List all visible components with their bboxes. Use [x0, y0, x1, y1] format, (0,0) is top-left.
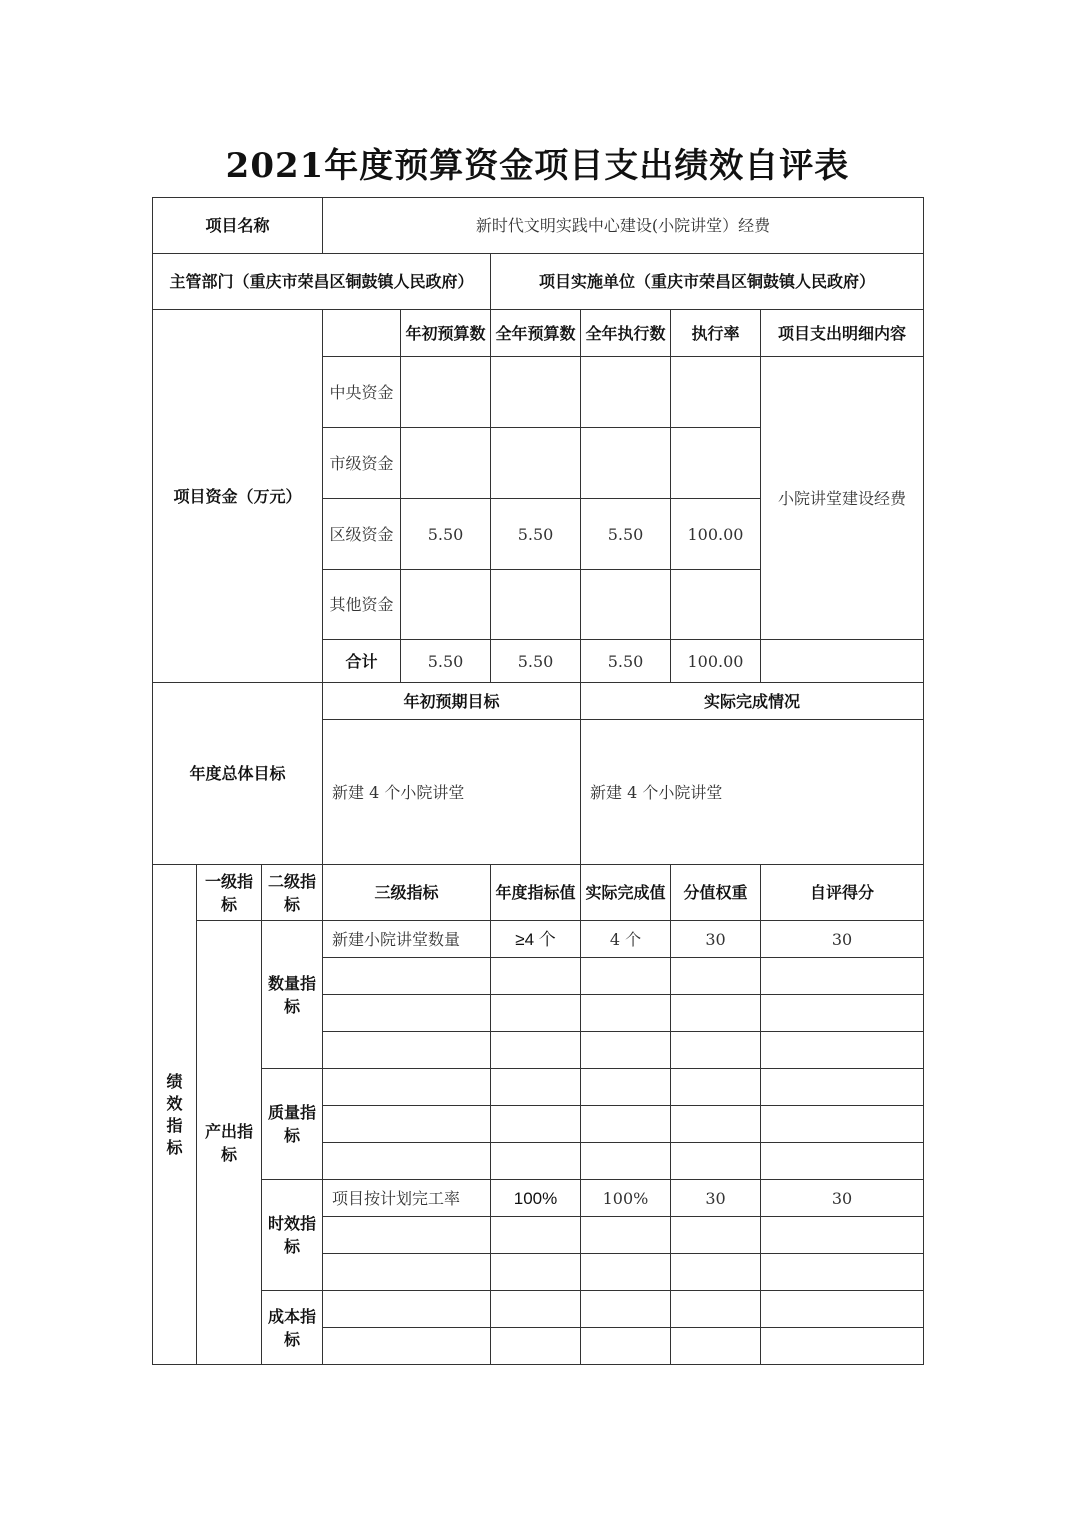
indicator-name — [323, 1069, 491, 1106]
funds-label: 项目资金（万元） — [153, 310, 323, 683]
group-quantity: 数量指标 — [262, 921, 323, 1069]
fund-total-cell: 100.00 — [671, 640, 761, 683]
indicator-weight — [671, 1032, 761, 1069]
indicator-row — [153, 1069, 924, 1106]
indicator-actual — [581, 1106, 671, 1143]
fund-cell — [581, 357, 671, 428]
indicator-target — [491, 1143, 581, 1180]
indicator-actual — [581, 995, 671, 1032]
fund-source-name: 中央资金 — [323, 357, 401, 428]
indicator-target — [491, 1254, 581, 1291]
indicator-target — [491, 1291, 581, 1328]
indicator-weight — [671, 995, 761, 1032]
indicator-weight — [671, 958, 761, 995]
fund-cell: 5.50 — [491, 499, 581, 570]
fund-cell: 5.50 — [581, 499, 671, 570]
header-level1: 一级指标 — [197, 865, 262, 921]
fund-cell — [581, 428, 671, 499]
indicator-weight — [671, 1069, 761, 1106]
indicator-target: ≥4 个 — [491, 921, 581, 958]
fund-source-name: 市级资金 — [323, 428, 401, 499]
group-cost: 成本指标 — [262, 1291, 323, 1365]
indicator-actual — [581, 1291, 671, 1328]
fund-cell: 5.50 — [401, 499, 491, 570]
indicator-weight: 30 — [671, 1180, 761, 1217]
funds-header-blank — [323, 310, 401, 357]
level1-output: 产出指标 — [197, 921, 262, 1365]
fund-cell — [401, 357, 491, 428]
indicator-score — [761, 1291, 924, 1328]
indicator-actual: 100% — [581, 1180, 671, 1217]
project-name-label: 项目名称 — [153, 198, 323, 254]
indicator-score — [761, 1032, 924, 1069]
indicator-score — [761, 1106, 924, 1143]
annual-actual-header: 实际完成情况 — [581, 683, 924, 720]
indicator-actual — [581, 1217, 671, 1254]
header-target: 年度指标值 — [491, 865, 581, 921]
indicator-row — [153, 1180, 924, 1217]
fund-cell — [581, 570, 671, 640]
fund-source-name: 区级资金 — [323, 499, 401, 570]
fund-total-detail — [761, 640, 924, 683]
indicator-actual — [581, 1069, 671, 1106]
fund-source-name: 其他资金 — [323, 570, 401, 640]
fund-cell — [491, 428, 581, 499]
indicator-weight — [671, 1143, 761, 1180]
indicator-target — [491, 1069, 581, 1106]
indicator-name: 新建小院讲堂数量 — [323, 921, 491, 958]
funds-header-detail: 项目支出明细内容 — [761, 310, 924, 357]
indicator-target — [491, 1032, 581, 1069]
supervising-dept-label: 主管部门（重庆市荣昌区铜鼓镇人民政府） — [153, 254, 491, 310]
indicator-score — [761, 1143, 924, 1180]
funds-detail-content: 小院讲堂建设经费 — [761, 357, 924, 640]
fund-cell — [671, 428, 761, 499]
fund-cell — [401, 570, 491, 640]
indicator-score: 30 — [761, 1180, 924, 1217]
indicator-name — [323, 1291, 491, 1328]
project-name-value: 新时代文明实践中心建设(小院讲堂）经费 — [323, 198, 924, 254]
fund-cell: 100.00 — [671, 499, 761, 570]
indicator-target — [491, 1106, 581, 1143]
fund-cell — [401, 428, 491, 499]
funds-header-annual-budget: 全年预算数 — [491, 310, 581, 357]
indicator-actual — [581, 1032, 671, 1069]
indicator-target — [491, 958, 581, 995]
indicator-weight — [671, 1291, 761, 1328]
fund-cell — [671, 357, 761, 428]
implementing-unit-label: 项目实施单位（重庆市荣昌区铜鼓镇人民政府） — [491, 254, 924, 310]
indicator-name — [323, 995, 491, 1032]
group-timeliness: 时效指标 — [262, 1180, 323, 1291]
indicator-weight — [671, 1106, 761, 1143]
indicator-name — [323, 1032, 491, 1069]
indicator-name — [323, 1143, 491, 1180]
indicator-row — [153, 1291, 924, 1328]
header-score: 自评得分 — [761, 865, 924, 921]
annual-expected-value: 新建 4 个小院讲堂 — [323, 720, 581, 865]
indicator-score — [761, 958, 924, 995]
indicator-score — [761, 995, 924, 1032]
group-quality: 质量指标 — [262, 1069, 323, 1180]
indicator-weight: 30 — [671, 921, 761, 958]
header-level2: 二级指标 — [262, 865, 323, 921]
fund-cell — [491, 357, 581, 428]
indicator-target — [491, 995, 581, 1032]
header-level3: 三级指标 — [323, 865, 491, 921]
indicator-name: 项目按计划完工率 — [323, 1180, 491, 1217]
fund-total-cell: 5.50 — [581, 640, 671, 683]
indicator-target — [491, 1217, 581, 1254]
fund-total-cell: 5.50 — [491, 640, 581, 683]
page-title: 2021年度预算资金项目支出绩效自评表 — [225, 146, 850, 186]
indicator-name — [323, 1254, 491, 1291]
indicator-target — [491, 1328, 581, 1365]
indicator-actual — [581, 1328, 671, 1365]
perf-indicators-label: 绩效指标 — [153, 865, 197, 1365]
indicator-name — [323, 1328, 491, 1365]
indicator-weight — [671, 1254, 761, 1291]
indicator-actual — [581, 958, 671, 995]
self-evaluation-table — [152, 197, 924, 1365]
indicator-score — [761, 1254, 924, 1291]
annual-actual-value: 新建 4 个小院讲堂 — [581, 720, 924, 865]
indicator-target: 100% — [491, 1180, 581, 1217]
annual-expected-header: 年初预期目标 — [323, 683, 581, 720]
fund-total-cell: 5.50 — [401, 640, 491, 683]
funds-total-label: 合计 — [323, 640, 401, 683]
fund-cell — [671, 570, 761, 640]
indicator-score — [761, 1217, 924, 1254]
indicator-name — [323, 1217, 491, 1254]
funds-header-initial-budget: 年初预算数 — [401, 310, 491, 357]
indicator-score — [761, 1328, 924, 1365]
fund-cell — [491, 570, 581, 640]
indicator-name — [323, 1106, 491, 1143]
funds-header-execution-rate: 执行率 — [671, 310, 761, 357]
indicator-weight — [671, 1217, 761, 1254]
indicator-weight — [671, 1328, 761, 1365]
indicator-actual: 4 个 — [581, 921, 671, 958]
indicator-actual — [581, 1254, 671, 1291]
indicator-name — [323, 958, 491, 995]
indicator-actual — [581, 1143, 671, 1180]
indicator-score — [761, 1069, 924, 1106]
annual-target-label: 年度总体目标 — [153, 683, 323, 865]
indicator-row — [153, 921, 924, 958]
indicator-score: 30 — [761, 921, 924, 958]
funds-header-annual-executed: 全年执行数 — [581, 310, 671, 357]
header-actual: 实际完成值 — [581, 865, 671, 921]
header-weight: 分值权重 — [671, 865, 761, 921]
